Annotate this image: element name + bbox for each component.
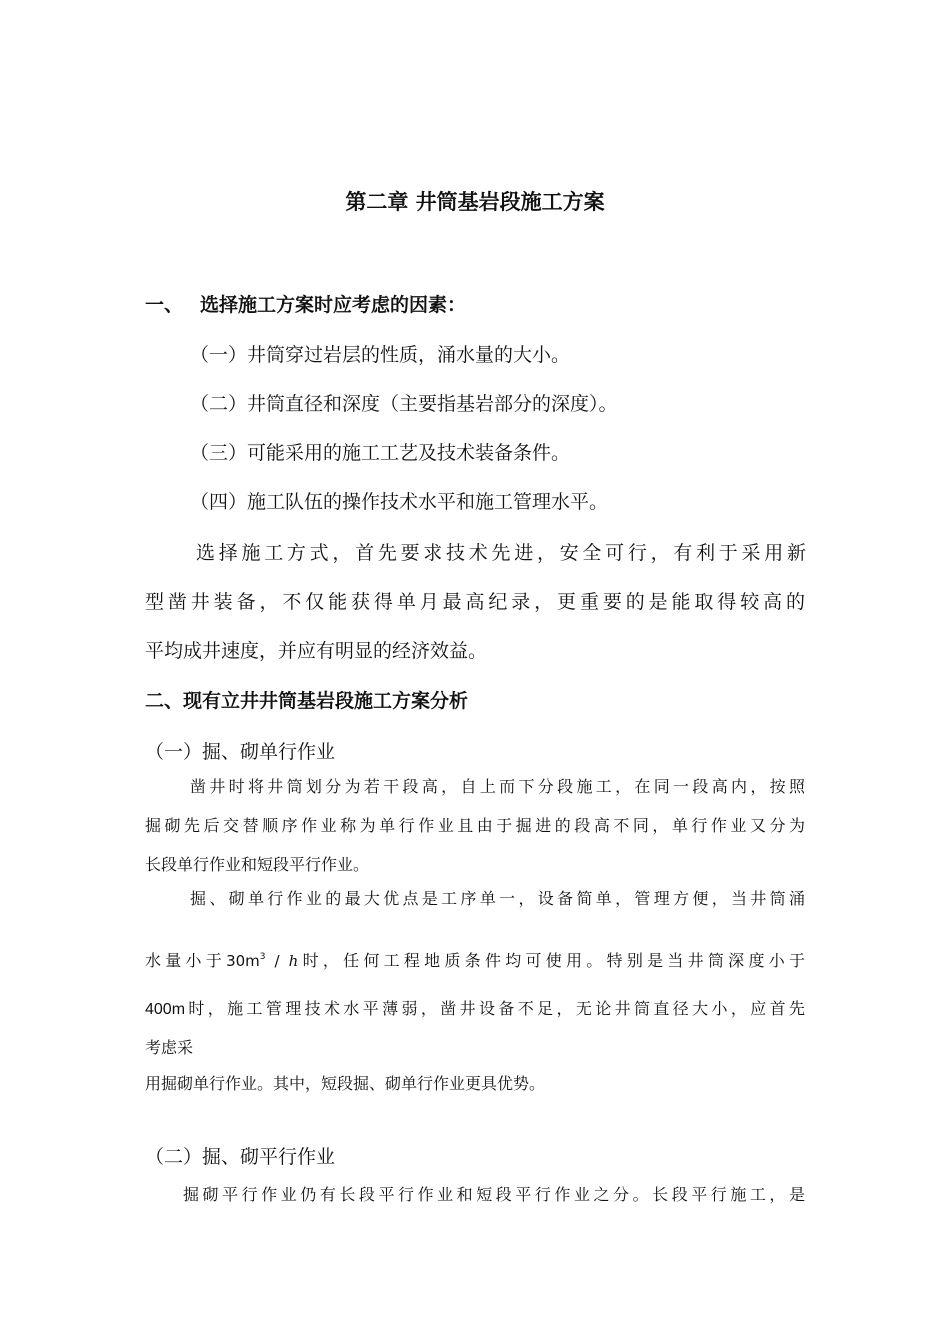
selection-paragraph-line-3: 平均成井速度，并应有明显的经济效益。 xyxy=(145,640,488,662)
factor-item-2: （二）井筒直径和深度（主要指基岩部分的深度）。 xyxy=(190,393,618,415)
single-line-para2-line-2 xyxy=(145,948,805,971)
single-line-para1-line-3: 长段单行作业和短段平行作业。 xyxy=(145,855,370,874)
parallel-para1-line-1: 掘砌平行作业仍有长段平行作业和短段平行作业之分。长段平行施工，是 xyxy=(183,1185,805,1204)
single-line-para1-line-1: 凿井时将井筒划分为若干段高，自上而下分段施工，在同一段高内，按照 xyxy=(190,777,805,796)
single-line-para2-line-3 xyxy=(145,996,805,1019)
single-line-para1-line-2: 掘砌先后交替顺序作业称为单行作业且由于掘进的段高不同，单行作业又分为 xyxy=(145,816,805,835)
selection-paragraph-line-1: 选择施工方式，首先要求技术先进，安全可行，有利于采用新 xyxy=(196,542,806,564)
subsection2-title: （二）掘、砌平行作业 xyxy=(145,1146,336,1168)
subsection1-title: （一）掘、砌单行作业 xyxy=(145,741,336,763)
text-segment: 时，任何工程地质条件均可使用。特别是当井筒深度小于 xyxy=(298,951,805,970)
single-line-para2-line-1: 掘、砌单行作业的最大优点是工序单一，设备简单，管理方便，当井筒涌 xyxy=(190,889,805,908)
factor-item-4: （四）施工队伍的操作技术水平和施工管理水平。 xyxy=(190,491,609,513)
depth-value: 400m xyxy=(145,1001,186,1018)
factor-item-3: （三）可能采用的施工工艺及技术装备条件。 xyxy=(190,442,571,464)
single-line-para2-line-5: 用掘砌单行作业。其中，短段掘、砌单行作业更具优势。 xyxy=(145,1074,546,1093)
formula-unit: h xyxy=(288,952,299,970)
formula-exponent: 3 xyxy=(259,952,266,962)
section1-heading: 选择施工方案时应考虑的因素： xyxy=(200,294,467,316)
section2-heading: 二、现有立井井筒基岩段施工方案分析 xyxy=(145,690,469,712)
chapter-title: 第二章 井筒基岩段施工方案 xyxy=(345,189,605,214)
selection-paragraph-line-2: 型凿井装备，不仅能获得单月最高纪录，更重要的是能取得较高的 xyxy=(145,591,805,613)
flow-rate-formula xyxy=(226,952,298,970)
formula-number: 30m xyxy=(226,952,260,970)
formula-divider: / xyxy=(265,952,289,970)
text-segment: 时，施工管理技术水平薄弱，凿井设备不足，无论井筒直径大小，应首先 xyxy=(185,999,805,1018)
text-segment: 水量小于 xyxy=(145,951,227,970)
factor-item-1: （一）井筒穿过岩层的性质，涌水量的大小。 xyxy=(190,344,571,366)
single-line-para2-line-4: 考虑采 xyxy=(145,1038,194,1057)
section1-heading-number: 一、 xyxy=(145,294,184,316)
